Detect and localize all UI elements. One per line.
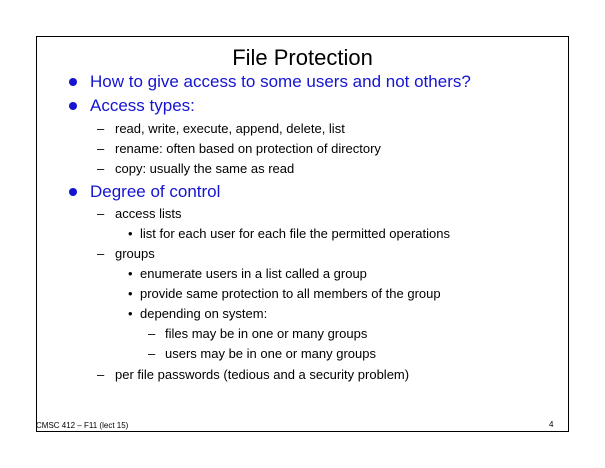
dot-marker: • <box>128 266 133 281</box>
sub-sub-sub-item <box>148 346 376 362</box>
sub-sub-item-text: provide same protection to all members of the group <box>140 286 441 301</box>
sub-sub-item <box>128 226 450 242</box>
dot-marker: • <box>128 226 133 241</box>
sub-sub-sub-item <box>148 326 368 342</box>
dash-marker: – <box>97 161 105 176</box>
sub-item-text: per file passwords (tedious and a security problem) <box>115 367 410 382</box>
page-number: 4 <box>549 420 554 429</box>
dash-marker: – <box>148 326 156 341</box>
dot-marker: • <box>128 286 133 301</box>
sub-item-text: copy: usually the same as read <box>115 161 295 176</box>
sub-item <box>97 246 155 262</box>
dash-marker: – <box>97 246 105 261</box>
bullet-item <box>90 96 195 116</box>
sub-item <box>97 367 410 383</box>
sub-item <box>97 206 182 222</box>
sub-item <box>97 161 295 177</box>
slide-footer: CMSC 412 – F11 (lect 15) <box>36 421 129 430</box>
sub-item-text: access lists <box>115 206 182 221</box>
sub-sub-item <box>128 306 268 322</box>
sub-item <box>97 121 345 137</box>
sub-sub-item-text: depending on system: <box>140 306 268 321</box>
dot-marker: • <box>128 306 133 321</box>
bullet-icon <box>69 78 77 86</box>
dash-marker: – <box>97 367 105 382</box>
sub-sub-sub-item-text: users may be in one or many groups <box>165 346 376 361</box>
slide-title: File Protection <box>232 45 373 70</box>
sub-item-text: rename: often based on protection of directory <box>115 141 381 156</box>
dash-marker: – <box>97 206 105 221</box>
bullet-text: Degree of control <box>90 182 221 201</box>
bullet-item <box>90 72 471 92</box>
sub-item-text: groups <box>115 246 155 261</box>
bullet-text: Access types: <box>90 96 195 115</box>
sub-sub-item-text: enumerate users in a list called a group <box>140 266 367 281</box>
sub-item <box>97 141 381 157</box>
sub-sub-item-text: list for each user for each file the permitted operations <box>140 226 450 241</box>
sub-sub-item <box>128 286 441 302</box>
sub-item-text: read, write, execute, append, delete, list <box>115 121 345 136</box>
dash-marker: – <box>148 346 156 361</box>
dash-marker: – <box>97 121 105 136</box>
bullet-icon <box>69 102 77 110</box>
bullet-icon <box>69 188 77 196</box>
dash-marker: – <box>97 141 105 156</box>
bullet-text: How to give access to some users and not others? <box>90 72 471 91</box>
sub-sub-sub-item-text: files may be in one or many groups <box>165 326 368 341</box>
sub-sub-item <box>128 266 367 282</box>
bullet-item <box>90 182 220 202</box>
